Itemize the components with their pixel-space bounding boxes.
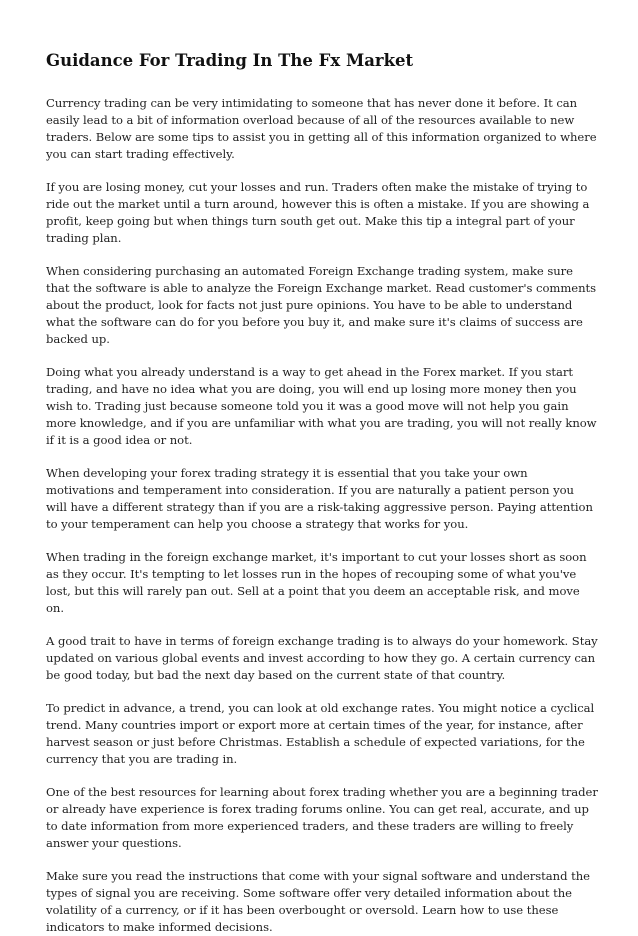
paragraph: When trading in the foreign exchange market, it's important to cut your losses short as soon as they occur. It's tempting to let losses run in the hopes of recouping some of what you've lost, but this will rarely pan out. Sell at a point that you deem an acceptable risk, and move on. <box>46 549 587 615</box>
paragraph: To predict in advance, a trend, you can look at old exchange rates. You might notice a cyclical trend. Many countries import or export more at certain times of the year, for instance, after harvest season or just before Christmas. Establish a schedule of expected variations, for the currency that you are trading in. <box>46 701 595 766</box>
paragraph: A good trait to have in terms of foreign exchange trading is to always do your homework. Stay updated on various global events and invest according to how they go. A certain currency can be good today, but bad the next day based on the current state of that country. <box>46 633 598 682</box>
paragraph: Currency trading can be very intimidating to someone that has never done it before. It can easily lead to a bit of information overload because of all of the resources available to new traders. Below are some tips to assist you in getting all of this information organized to where you can start trading effectively. <box>46 96 597 161</box>
paragraph: One of the best resources for learning about forex trading whether you are a beginning trader or already have experience is forex trading forums online. You can get real, accurate, and up to date information from more experienced traders, and these traders are willing to freely answer your questions. <box>46 785 598 850</box>
paragraph: If you are losing money, cut your losses and run. Traders often make the mistake of trying to ride out the market until a turn around, however this is often a mistake. If you are showing a profit, keep going but when things turn south get out. Make this tip a integral part of your trading plan. <box>46 180 590 245</box>
paragraph: When developing your forex trading strategy it is essential that you take your own motivations and temperament into consideration. If you are naturally a patient person you will have a different strategy than if you are a risk-taking aggressive person. Paying attention to your temperament can help you choose a strategy that works for you. <box>46 465 593 531</box>
paragraph: When considering purchasing an automated Foreign Exchange trading system, make sure that the software is able to analyze the Foreign Exchange market. Read customer's comments about the product, look for facts not just pure opinions. You have to be able to understand what the software can do for you before you buy it, and make sure it's claims of success are backed up. <box>46 264 597 346</box>
paragraph: Doing what you already understand is a way to get ahead in the Forex market. If you start trading, and have no idea what you are doing, you will end up losing more money then you wish to. Trading just because someone told you it was a good move will not help you gain more knowledge, and if you are unfamiliar with what you are trading, you will not really know if it is a good idea or not. <box>46 364 597 447</box>
document-title: Guidance For Trading In The Fx Market <box>46 51 414 70</box>
document-body <box>46 95 598 936</box>
paragraph: Make sure you read the instructions that come with your signal software and understand the types of signal you are receiving. Some software offer very detailed information about the volatility of a currency, or if it has been overbought or oversold. Learn how to use these indicators to make informed decisions. <box>46 869 590 934</box>
